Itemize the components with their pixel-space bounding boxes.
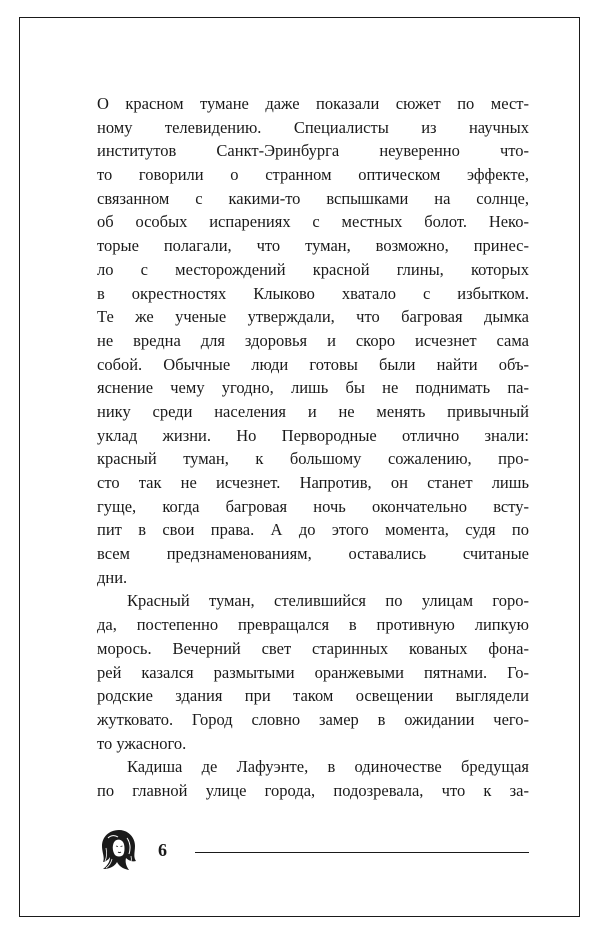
footer-rule [195,852,529,853]
text-line: морось. Вечерний свет старинных кованых фона- [97,638,529,658]
text-line: нику среди населения и не менять привычный [97,401,529,421]
text-line: да, постепенно превращался в противную липкую [97,615,529,635]
text-line: всем предзнаменованиям, оставались считаные [97,544,529,564]
text-line: пит в свои права. А до этого момента, судя по [97,520,529,540]
text-line: связанном с какими-то вспышками на солнце, [97,188,529,208]
text-line: то говорили о странном оптическом эффекте, [97,165,529,185]
paragraph [97,755,529,802]
text-line: то ужасного. [97,733,187,753]
female-silhouette-ornament-icon [97,826,141,874]
paragraph [97,92,529,589]
page-footer [97,826,529,876]
text-line: Кадиша де Лафуэнте, в одиночестве бредущая [127,757,529,777]
text-line: Те же ученые утверждали, что багровая дымка [97,307,529,327]
text-line: яснение чему угодно, лишь бы не поднимать па- [97,378,529,398]
text-line: институтов Санкт-Эринбурга неуверенно что- [97,141,529,161]
text-line: О красном тумане даже показали сюжет по мест- [97,94,529,113]
text-line: гуще, когда багровая ночь окончательно всту- [97,496,529,516]
text-line: ному телевидению. Специалисты из научных [97,117,529,137]
text-line: Красный туман, стелившийся по улицам горо- [127,591,529,611]
text-line: сто так не исчезнет. Напротив, он станет лишь [97,473,529,492]
text-line: дни. [97,567,128,587]
text-line: об особых испарениях с местных болот. Неко- [97,212,529,232]
text-line: не вредна для здоровья и скоро исчезнет сама [97,330,529,350]
text-line: красный туман, к большому сожалению, про- [97,449,529,469]
body-text [97,92,529,803]
text-line: родские здания при таком освещении выглядели [97,686,529,706]
text-line: торые полагали, что туман, возможно, принес- [97,236,529,256]
text-line: жутковато. Город словно замер в ожидании чего- [97,709,529,729]
text-line: по главной улице города, подозревала, что к за- [97,780,529,800]
page-number: 6 [158,840,167,860]
text-line: ло с месторождений красной глины, которых [97,259,529,279]
text-line: в окрестностях Клыково хватало с избытком. [97,283,529,303]
text-line: рей казался размытыми оранжевыми пятнами. Го- [97,662,529,682]
text-line: собой. Обычные люди готовы были найти объ- [97,354,529,374]
text-line: уклад жизни. Но Первородные отлично знали: [97,425,529,445]
paragraph [97,589,529,755]
